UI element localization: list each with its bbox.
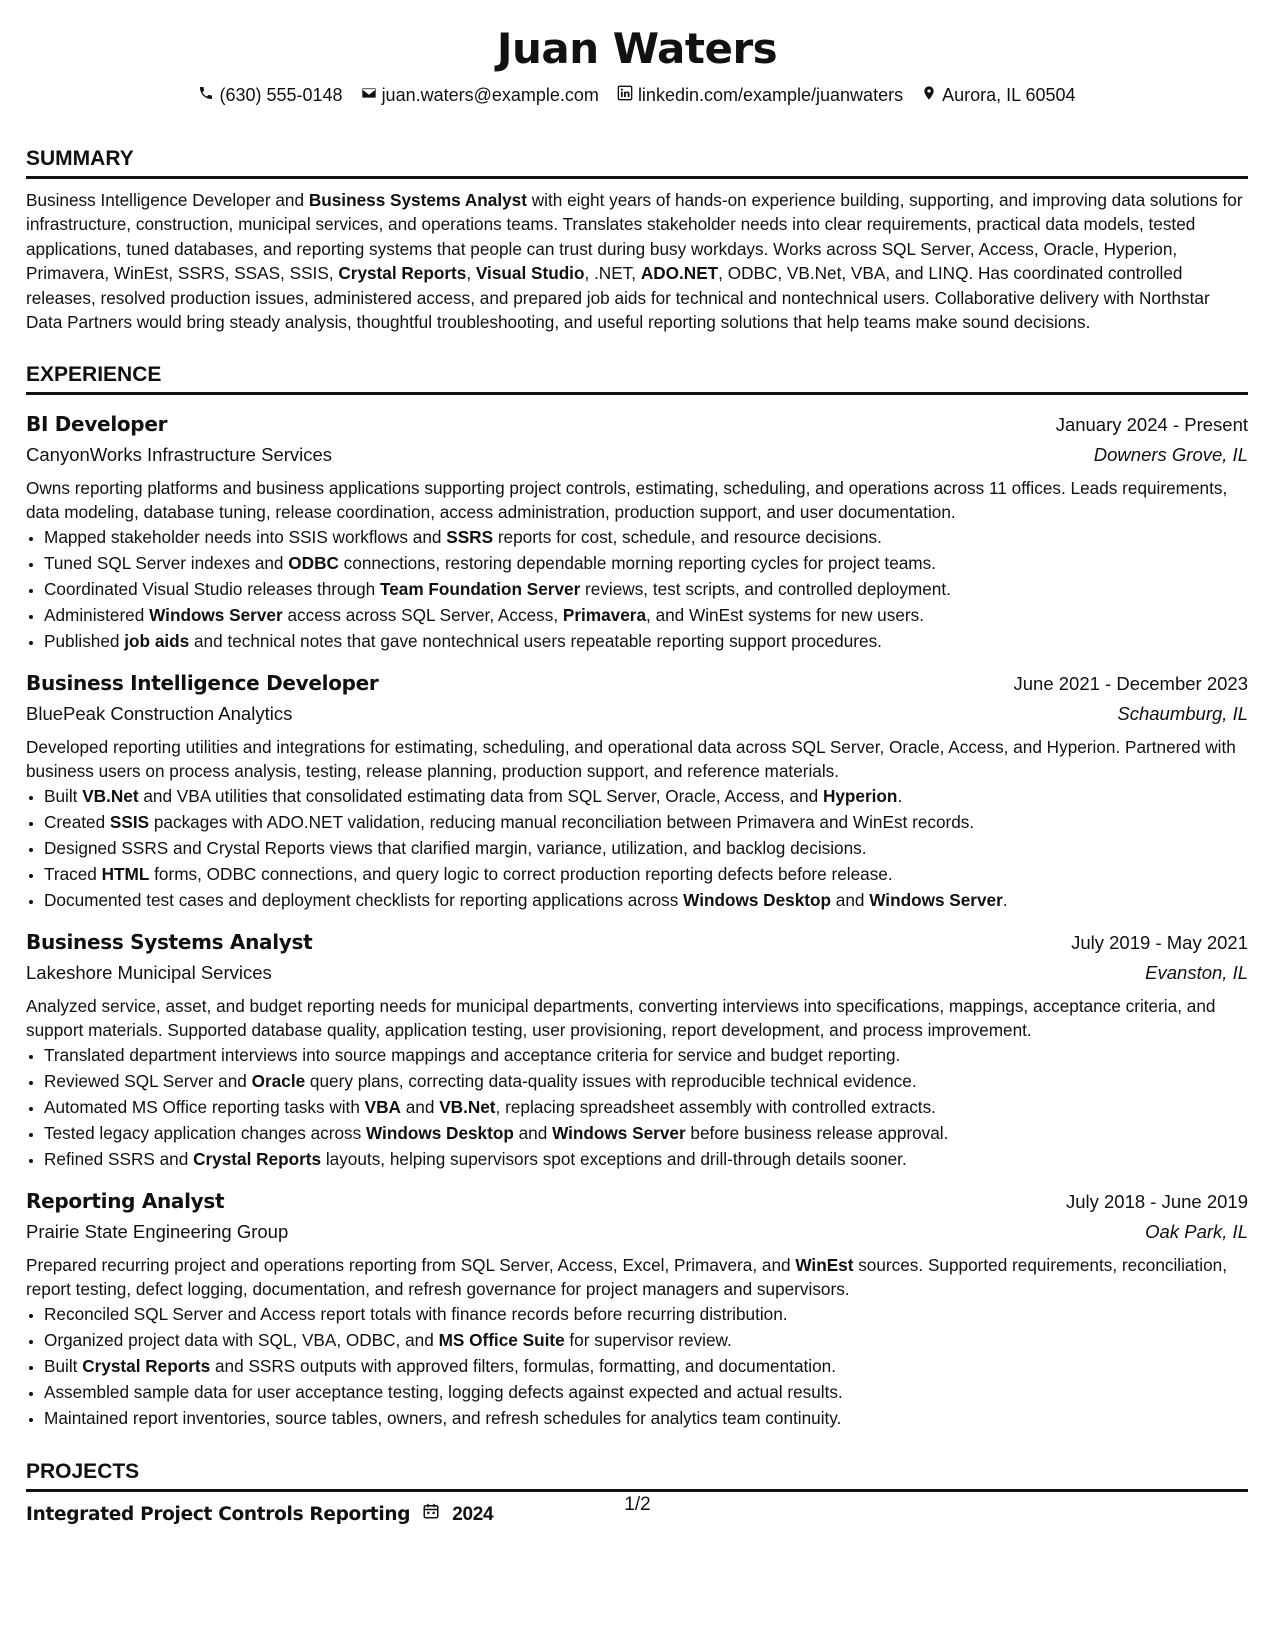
bullet-item: • Assembled sample data for user acceptance testing, logging defects against expected and actual results. xyxy=(44,1379,1248,1405)
job-dates: June 2021 - December 2023 xyxy=(1013,673,1248,695)
job-location: Schaumburg, IL xyxy=(1117,703,1248,725)
job-bullets xyxy=(26,1301,1248,1431)
bullet-item: • Refined SSRS and Crystal Reports layouts, helping supervisors spot exceptions and drill-through details sooner. xyxy=(44,1146,1248,1172)
candidate-name: Juan Waters xyxy=(496,24,778,73)
contact-location xyxy=(921,84,1075,106)
job-bullets xyxy=(26,524,1248,654)
mail-icon xyxy=(361,84,377,106)
job-bullets xyxy=(26,783,1248,913)
job-title: Business Systems Analyst xyxy=(26,930,313,955)
job-entry xyxy=(26,668,1248,913)
bullet-item: • Reviewed SQL Server and Oracle query plans, correcting data-quality issues with reproducible technical evidence. xyxy=(44,1068,1248,1094)
job-subheader xyxy=(26,1217,1248,1247)
bullet-item: • Maintained report inventories, source tables, owners, and refresh schedules for analytics team continuity. xyxy=(44,1405,1248,1431)
experience-list xyxy=(26,409,1248,1431)
bullet-item: • Mapped stakeholder needs into SSIS workflows and SSRS reports for cost, schedule, and resource decisions. xyxy=(44,524,1248,550)
job-description: Prepared recurring project and operations reporting from SQL Server, Access, Excel, Primavera, and WinEst sources. Supported requirements, reconciliation, report testing, defect logging, documentation, and refresh governance for project managers and supervisors. xyxy=(26,1255,1227,1300)
job-entry xyxy=(26,1186,1248,1431)
bullet-item: • Coordinated Visual Studio releases through Team Foundation Server reviews, test scripts, and controlled deployment. xyxy=(44,576,1248,602)
job-description: Analyzed service, asset, and budget reporting needs for municipal departments, converting interviews into specifications, mappings, acceptance criteria, and support materials. Supported database quality, application testing, user provisioning, report development, and process improvement. xyxy=(26,996,1216,1041)
bullet-item: • Created SSIS packages with ADO.NET validation, reducing manual reconciliation between Primavera and WinEst records. xyxy=(44,809,1248,835)
phone-text: (630) 555-0148 xyxy=(219,85,343,105)
summary-heading: SUMMARY xyxy=(26,146,1248,179)
job-company: CanyonWorks Infrastructure Services xyxy=(26,444,333,466)
job-dates: July 2019 - May 2021 xyxy=(1071,932,1248,954)
job-header xyxy=(26,927,1248,958)
project-year: 2024 xyxy=(452,1504,494,1526)
bullet-item: • Reconciled SQL Server and Access report totals with finance records before recurring distribution. xyxy=(44,1301,1248,1327)
job-subheader xyxy=(26,958,1248,988)
job-header xyxy=(26,409,1248,440)
contact-phone xyxy=(198,84,342,106)
contact-line xyxy=(26,84,1248,106)
job-location: Oak Park, IL xyxy=(1145,1221,1248,1243)
job-dates: July 2018 - June 2019 xyxy=(1065,1191,1248,1213)
bullet-item: • Tuned SQL Server indexes and ODBC connections, restoring dependable morning reporting cycles for project teams. xyxy=(44,550,1248,576)
contact-email[interactable] xyxy=(361,84,599,106)
bullet-item: • Translated department interviews into source mappings and acceptance criteria for service and budget reporting. xyxy=(44,1042,1248,1068)
job-subheader xyxy=(26,440,1248,470)
job-entry xyxy=(26,927,1248,1172)
job-header xyxy=(26,1186,1248,1217)
job-title: Business Intelligence Developer xyxy=(26,671,379,696)
job-subheader xyxy=(26,699,1248,729)
bullet-item: • Documented test cases and deployment checklists for reporting applications across Windows Desktop and Windows Server. xyxy=(44,887,1248,913)
linkedin-link[interactable]: linkedin.com/example/juanwaters xyxy=(637,85,904,105)
bullet-item: • Tested legacy application changes across Windows Desktop and Windows Server before business release approval. xyxy=(44,1120,1248,1146)
job-dates: January 2024 - Present xyxy=(1055,414,1248,436)
projects-heading: PROJECTS xyxy=(26,1459,1248,1492)
job-title: Reporting Analyst xyxy=(26,1189,225,1214)
email-link[interactable]: juan.waters@example.com xyxy=(381,85,599,105)
bullet-item: • Designed SSRS and Crystal Reports views that clarified margin, variance, utilization, and backlog decisions. xyxy=(44,835,1248,861)
experience-heading: EXPERIENCE xyxy=(26,362,1248,395)
summary-text: Business Intelligence Developer and Business Systems Analyst with eight years of hands-on experience building, supporting, and improving data solutions for infrastructure, construction, municipal services, and operations teams. Translates stakeholder needs into clear requirements, practical data models, tested applications, tuned databases, and reporting systems that people can trust during busy workdays. Works across SQL Server, Access, Oracle, Hyperion, Primavera, WinEst, SSRS, SSAS, SSIS, Crystal Reports, Visual Studio, .NET, ADO.NET, ODBC, VB.Net, VBA, and LINQ. Has coordinated controlled releases, resolved production issues, administered access, and prepared job aids for technical and nontechnical users. Collaborative delivery with Northstar Data Partners would bring steady analysis, thoughtful troubleshooting, and useful reporting solutions that help teams make sound decisions. xyxy=(26,190,1243,333)
job-company: Lakeshore Municipal Services xyxy=(26,962,272,984)
bullet-item: • Published job aids and technical notes that gave nontechnical users repeatable reporting support procedures. xyxy=(44,628,1248,654)
job-header xyxy=(26,668,1248,699)
bullet-item: • Automated MS Office reporting tasks with VBA and VB.Net, replacing spreadsheet assembly with controlled extracts. xyxy=(44,1094,1248,1120)
location-text: Aurora, IL 60504 xyxy=(942,85,1076,105)
job-description: Developed reporting utilities and integrations for estimating, scheduling, and operational data across SQL Server, Oracle, Access, and Hyperion. Partnered with business users on process analysis, testing, release planning, production support, and reference materials. xyxy=(26,737,1236,782)
bullet-item: • Built Crystal Reports and SSRS outputs with approved filters, formulas, formatting, and documentation. xyxy=(44,1353,1248,1379)
resume-page xyxy=(26,0,1248,1528)
bullet-item: • Administered Windows Server access across SQL Server, Access, Primavera, and WinEst systems for new users. xyxy=(44,602,1248,628)
project-name: Integrated Project Controls Reporting xyxy=(26,1504,411,1526)
job-location: Evanston, IL xyxy=(1145,962,1248,984)
contact-linkedin[interactable] xyxy=(617,84,903,106)
job-company: Prairie State Engineering Group xyxy=(26,1221,289,1243)
bullet-item: • Traced HTML forms, ODBC connections, and query logic to correct production reporting defects before release. xyxy=(44,861,1248,887)
bullet-item: • Built VB.Net and VBA utilities that consolidated estimating data from SQL Server, Oracle, Access, and Hyperion. xyxy=(44,783,1248,809)
job-location: Downers Grove, IL xyxy=(1093,444,1248,466)
linkedin-icon xyxy=(617,84,633,106)
job-company: BluePeak Construction Analytics xyxy=(26,703,293,725)
job-entry xyxy=(26,409,1248,654)
bullet-item: • Organized project data with SQL, VBA, ODBC, and MS Office Suite for supervisor review. xyxy=(44,1327,1248,1353)
job-title: BI Developer xyxy=(26,412,168,437)
job-bullets xyxy=(26,1042,1248,1172)
phone-icon xyxy=(198,84,214,106)
page-number: 1/2 xyxy=(624,1494,651,1515)
job-description: Owns reporting platforms and business applications supporting project controls, estimating, scheduling, and operations across 11 offices. Leads requirements, data modeling, database tuning, release coordination, access administration, production support, and user documentation. xyxy=(26,478,1228,523)
map-pin-icon xyxy=(921,84,937,106)
